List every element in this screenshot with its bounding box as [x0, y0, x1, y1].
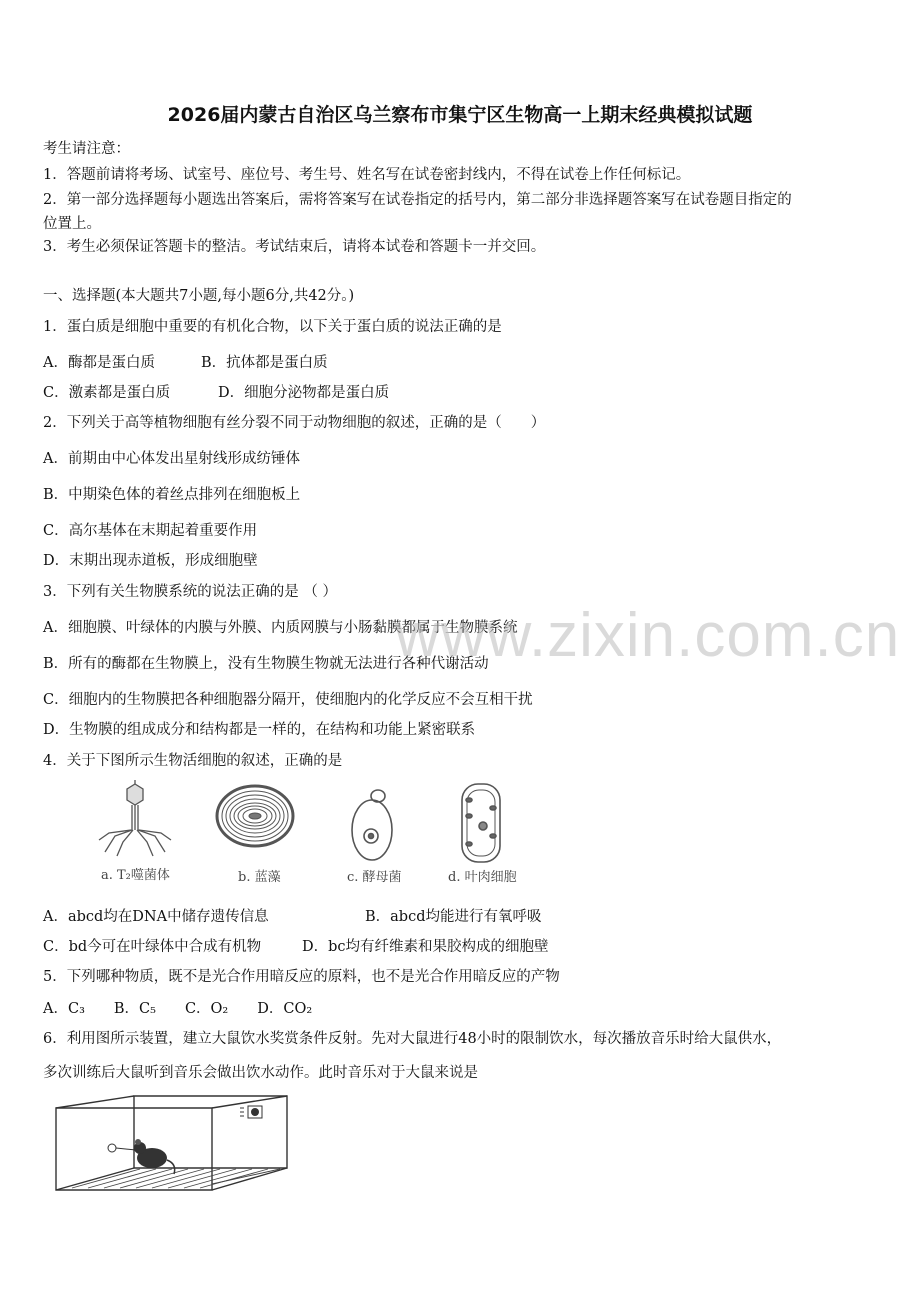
- notice-item: 位置上。: [43, 216, 101, 232]
- option-d: D．末期出现赤道板，形成细胞壁: [43, 553, 258, 569]
- option-b: B．所有的酶都在生物膜上，没有生物膜生物就无法进行各种代谢活动: [43, 656, 489, 672]
- figure-label: c. 酵母菌: [347, 870, 402, 885]
- page-title: 2026届内蒙古自治区乌兰察布市集宁区生物高一上期末经典模拟试题: [167, 104, 753, 126]
- option-d: D．bc均有纤维素和果胶构成的细胞壁: [302, 939, 549, 955]
- option-b: B．abcd均能进行有氧呼吸: [365, 909, 542, 925]
- option-b: B．抗体都是蛋白质: [201, 355, 328, 371]
- options-line: A．C₃ B．C₅ C．O₂ D．CO₂: [43, 1001, 313, 1017]
- rat-drawing: [134, 1139, 175, 1174]
- notice-heading: 考生请注意：: [43, 141, 130, 157]
- figure-label: a. T₂噬菌体: [101, 868, 170, 883]
- option-b: B．中期染色体的着丝点排列在细胞板上: [43, 487, 301, 503]
- notice-item: 1．答题前请将考场、试室号、座位号、考生号、姓名写在试卷密封线内，不得在试卷上作任何标记。: [43, 167, 691, 183]
- notice-item: 2．第一部分选择题每小题选出答案后，需将答案写在试卷指定的括号内，第二部分非选择题答案写在试卷题目指定的: [43, 192, 792, 208]
- rat-box-figure: [52, 1092, 297, 1197]
- question-stem: 3．下列有关生物膜系统的说法正确的是 （ ）: [43, 584, 337, 600]
- option-a: A．abcd均在DNA中储存遗传信息: [43, 909, 269, 925]
- question-stem: 2．下列关于高等植物细胞有丝分裂不同于动物细胞的叙述，正确的是（ ）: [43, 415, 546, 431]
- option-c: C．高尔基体在末期起着重要作用: [43, 523, 258, 539]
- question-stem: 1．蛋白质是细胞中重要的有机化合物，以下关于蛋白质的说法正确的是: [43, 319, 502, 335]
- question-stem: 4．关于下图所示生物活细胞的叙述，正确的是: [43, 753, 343, 769]
- cyanobacteria-drawing: [217, 786, 293, 846]
- phage-drawing: [99, 780, 171, 856]
- option-c: C．细胞内的生物膜把各种细胞器分隔开，使细胞内的化学反应不会互相干扰: [43, 692, 533, 708]
- water-spout: [108, 1144, 136, 1152]
- option-a: A．细胞膜、叶绿体的内膜与外膜、内质网膜与小肠黏膜都属于生物膜系统: [43, 620, 518, 636]
- option-a: A．酶都是蛋白质: [43, 355, 155, 371]
- option-c: C．激素都是蛋白质: [43, 385, 171, 401]
- notice-item: 3．考生必须保证答题卡的整洁。考试结束后，请将本试卷和答题卡一并交回。: [43, 239, 546, 255]
- option-a: A．前期由中心体发出星射线形成纺锤体: [43, 451, 300, 467]
- leaf-cell-drawing: [462, 784, 500, 862]
- speaker-icon: [240, 1106, 262, 1118]
- option-d: D．细胞分泌物都是蛋白质: [218, 385, 390, 401]
- watermark: www.zixin.com.cn: [395, 601, 901, 670]
- question-stem: 6．利用图所示装置，建立大鼠饮水奖赏条件反射。先对大鼠进行48小时的限制饮水，每次播放音乐时给大鼠供水，: [43, 1031, 782, 1047]
- option-d: D．生物膜的组成成分和结构都是一样的，在结构和功能上紧密联系: [43, 722, 476, 738]
- question-stem: 多次训练后大鼠听到音乐会做出饮水动作。此时音乐对于大鼠来说是: [43, 1065, 478, 1081]
- section-heading: 一、选择题(本大题共7小题,每小题6分,共42分。): [43, 288, 355, 304]
- figure-label: b. 蓝藻: [238, 870, 281, 885]
- yeast-drawing: [352, 790, 392, 860]
- option-c: C．bd今可在叶绿体中合成有机物: [43, 939, 262, 955]
- question-stem: 5．下列哪种物质，既不是光合作用暗反应的原料，也不是光合作用暗反应的产物: [43, 969, 560, 985]
- figure-label: d. 叶肉细胞: [448, 870, 517, 885]
